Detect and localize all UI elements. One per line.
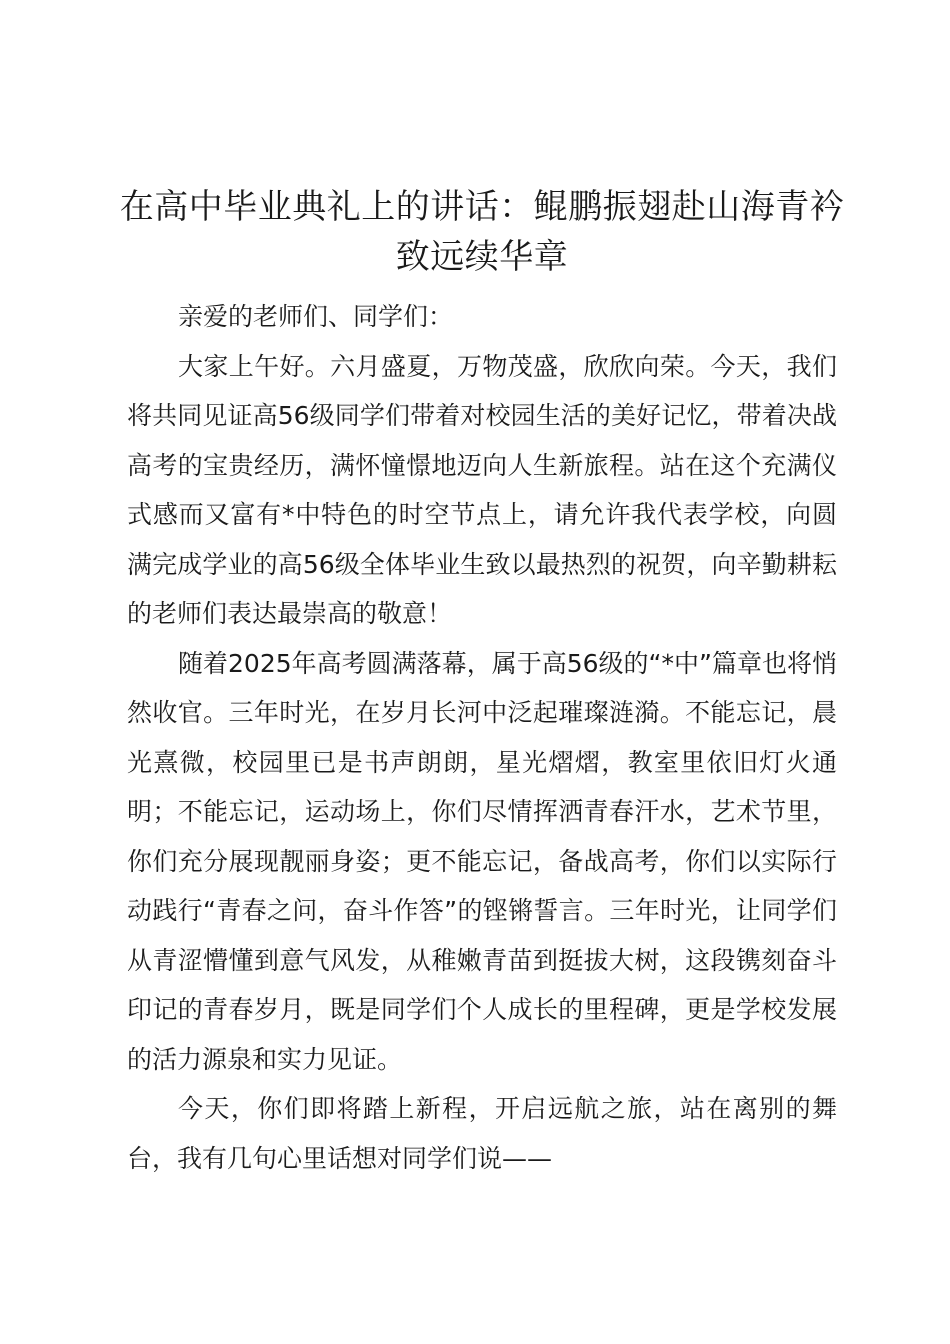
salutation: 亲爱的老师们、同学们： xyxy=(178,302,454,331)
paragraph-1: 大家上午好。六月盛夏，万物茂盛，欣欣向荣。今天，我们将共同见证高56级同学们带着对校园生活的美好记忆，带着决战高考的宝贵经历，满怀憧憬地迈向人生新旅程。站在这个充满仪式感而又富有*中特色的时空节点上，请允许我代表学校，向圆满完成学业的高56级全体毕业生致以最热烈的祝贺，向辛勤耕耘的老师们表达最崇高的敬意！ xyxy=(127,351,837,628)
paragraph-2: 随着2025年高考圆满落幕，属于高56级的“*中”篇章也将悄然收官。三年时光，在岁月长河中泛起璀璨涟漪。不能忘记，晨光熹微，校园里已是书声朗朗，星光熠熠，教室里依旧灯火通明；不能忘记，运动场上，你们尽情挥洒青春汗水，艺术节里，你们充分展现靓丽身姿；更不能忘记，备战高考，你们以实际行动践行“青春之问，奋斗作答”的铿锵誓言。三年时光，让同学们从青涩懵懂到意气风发，从稚嫩青苗到挺拔大树，这段镌刻奋斗印记的青春岁月，既是同学们个人成长的里程碑，更是学校发展的活力源泉和实力见证。 xyxy=(127,648,837,1074)
document-title: 在高中毕业典礼上的讲话：鲲鹏振翅赴山海青衿致远续华章 xyxy=(119,187,845,277)
paragraph-3: 今天，你们即将踏上新程，开启远航之旅，站在离别的舞台，我有几句心里话想对同学们说—— xyxy=(127,1094,837,1173)
document-page xyxy=(119,182,845,1183)
